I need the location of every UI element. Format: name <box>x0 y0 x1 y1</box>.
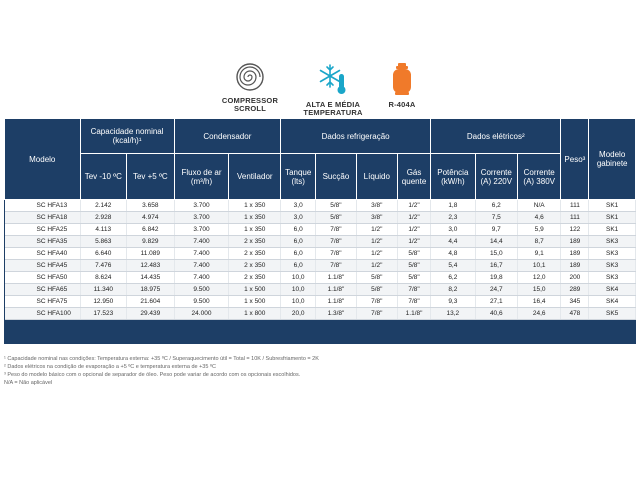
table-cell: 20,0 <box>281 308 316 320</box>
table-row <box>5 296 636 308</box>
table-cell: 9.829 <box>127 236 175 248</box>
table-cell: 1 x 500 <box>229 296 281 308</box>
header-fluxo: Fluxo de ar (m³/h) <box>174 154 229 200</box>
table-cell: 111 <box>561 200 589 212</box>
header-succao: Sucção <box>316 154 356 200</box>
table-cell: 7/8" <box>316 260 356 272</box>
table-cell: 1/2" <box>397 200 430 212</box>
table-cell: 2,3 <box>431 212 475 224</box>
table-row <box>5 224 636 236</box>
table-cell: 7/8" <box>397 284 430 296</box>
table-cell: 6,0 <box>281 224 316 236</box>
table-cell: 1.1/8" <box>316 284 356 296</box>
table-cell: 10,1 <box>517 260 560 272</box>
table-cell: 1 x 350 <box>229 224 281 236</box>
table-cell: 16,7 <box>475 260 517 272</box>
table-cell: 2 x 350 <box>229 272 281 284</box>
header-condensador: Condensador <box>174 119 281 154</box>
footnote: ³ Peso do modelo básico com o opcional de separador de óleo. Peso pode variar de acordo com os opcionais escolhidos. <box>4 372 301 378</box>
table-cell: 4,4 <box>431 236 475 248</box>
header-tanque: Tanque (lts) <box>281 154 316 200</box>
table-cell: 345 <box>561 296 589 308</box>
table-cell: 5/8" <box>316 212 356 224</box>
table-cell: SK1 <box>589 200 636 212</box>
table-cell: 1/2" <box>397 224 430 236</box>
table-cell: 5/8" <box>397 272 430 284</box>
header-tev-pos: Tev +5 ºC <box>127 154 175 200</box>
table-cell: 8,2 <box>431 284 475 296</box>
table-cell: 9,3 <box>431 296 475 308</box>
table-cell: 7.400 <box>174 272 229 284</box>
header-refrigeracao: Dados refrigeração <box>281 119 431 154</box>
footnotes <box>4 355 624 387</box>
table-cell: 6,2 <box>475 200 517 212</box>
header-corrente380: Corrente (A) 380V <box>517 154 560 200</box>
table-cell: 27,1 <box>475 296 517 308</box>
table-cell: 3,0 <box>281 212 316 224</box>
table-cell: 5,4 <box>431 260 475 272</box>
table-cell: 6,2 <box>431 272 475 284</box>
table-cell: SC HFA45 <box>5 260 81 272</box>
table-cell: 21.604 <box>127 296 175 308</box>
table-cell: 9,7 <box>475 224 517 236</box>
table-row <box>5 212 636 224</box>
table-cell: 5/8" <box>316 200 356 212</box>
table-cell: 40,6 <box>475 308 517 320</box>
table-cell: 7.400 <box>174 260 229 272</box>
header-capacidade: Capacidade nominal (kcal/h)¹ <box>80 119 174 154</box>
table-cell: 29.439 <box>127 308 175 320</box>
header-potencia: Potência (kW/h) <box>431 154 475 200</box>
table-cell: 3,0 <box>431 224 475 236</box>
table-cell: 2 x 350 <box>229 260 281 272</box>
table-cell: 1 x 350 <box>229 212 281 224</box>
header-liquido: Líquido <box>356 154 397 200</box>
feature-gas <box>372 62 432 109</box>
table-cell: 111 <box>561 212 589 224</box>
table-cell: 14,4 <box>475 236 517 248</box>
table-cell: 12.950 <box>80 296 127 308</box>
gas-cylinder-icon <box>390 62 414 96</box>
table-cell: 3.658 <box>127 200 175 212</box>
table-cell: 15,0 <box>475 248 517 260</box>
table-cell: 7/8" <box>316 248 356 260</box>
table-cell: 13,2 <box>431 308 475 320</box>
header-tev-neg: Tev -10 ºC <box>80 154 127 200</box>
table-cell: 2 x 350 <box>229 236 281 248</box>
table-cell: 3.700 <box>174 200 229 212</box>
table-cell: 8.624 <box>80 272 127 284</box>
table-cell: 5/8" <box>397 248 430 260</box>
table-row <box>5 236 636 248</box>
table-cell: SC HFA75 <box>5 296 81 308</box>
spec-table-container <box>4 118 636 344</box>
header-peso: Peso³ <box>561 119 589 200</box>
table-cell: 6.842 <box>127 224 175 236</box>
table-cell: 5,9 <box>517 224 560 236</box>
header-corrente220: Corrente (A) 220V <box>475 154 517 200</box>
table-cell: 4,8 <box>431 248 475 260</box>
table-row <box>5 248 636 260</box>
table-cell: 1/2" <box>356 260 397 272</box>
feature-compressor-label: COMPRESSOR SCROLL <box>221 96 279 113</box>
table-cell: N/A <box>517 200 560 212</box>
header-gas: Gás quente <box>397 154 430 200</box>
table-cell: 7.476 <box>80 260 127 272</box>
table-cell: SC HFA40 <box>5 248 81 260</box>
table-cell: 2.928 <box>80 212 127 224</box>
header-modelo: Modelo <box>5 119 81 200</box>
table-cell: 2 x 350 <box>229 248 281 260</box>
table-cell: 3.700 <box>174 224 229 236</box>
table-cell: 6,0 <box>281 260 316 272</box>
table-cell: 4.974 <box>127 212 175 224</box>
table-row <box>5 284 636 296</box>
table-cell: 1 x 500 <box>229 284 281 296</box>
table-cell: 189 <box>561 260 589 272</box>
table-cell: 289 <box>561 284 589 296</box>
table-cell: 3,0 <box>281 200 316 212</box>
table-cell: 14.435 <box>127 272 175 284</box>
table-cell: 189 <box>561 248 589 260</box>
snowflake-thermometer-icon <box>316 62 350 96</box>
features-strip <box>0 62 640 118</box>
table-cell: SK3 <box>589 236 636 248</box>
table-cell: SK3 <box>589 260 636 272</box>
compressor-scroll-icon <box>233 62 267 92</box>
table-cell: 7.400 <box>174 236 229 248</box>
table-cell: 9.500 <box>174 284 229 296</box>
table-cell: SK5 <box>589 308 636 320</box>
table-cell: 24.000 <box>174 308 229 320</box>
table-cell: 7/8" <box>356 296 397 308</box>
table-cell: 24,7 <box>475 284 517 296</box>
header-eletricos: Dados elétricos² <box>431 119 561 154</box>
table-cell: SC HFA100 <box>5 308 81 320</box>
table-cell: SK1 <box>589 212 636 224</box>
table-cell: 200 <box>561 272 589 284</box>
table-cell: SC HFA18 <box>5 212 81 224</box>
table-cell: 7.400 <box>174 248 229 260</box>
table-cell: 10,0 <box>281 272 316 284</box>
table-cell: 9.500 <box>174 296 229 308</box>
table-cell: 1.1/8" <box>316 296 356 308</box>
table-cell: SK3 <box>589 272 636 284</box>
table-cell: SK3 <box>589 248 636 260</box>
header-ventilador: Ventilador <box>229 154 281 200</box>
table-cell: 478 <box>561 308 589 320</box>
feature-temperature-label: ALTA E MÉDIA TEMPERATURA <box>303 100 363 117</box>
table-cell: 1/2" <box>356 248 397 260</box>
table-cell: 17.523 <box>80 308 127 320</box>
table-cell: 1.1/8" <box>397 308 430 320</box>
table-cell: 3/8" <box>356 200 397 212</box>
table-cell: 1/2" <box>356 236 397 248</box>
table-cell: 11.340 <box>80 284 127 296</box>
table-cell: 1.1/8" <box>316 272 356 284</box>
table-cell: 4.113 <box>80 224 127 236</box>
table-cell: 1.3/8" <box>316 308 356 320</box>
footnote: ¹ Capacidade nominal nas condições: Temperatura externa: +35 ºC / Superaquecimento útil = Total = 10K / Subresfriamento = 2K <box>4 356 319 362</box>
table-cell: 1 x 800 <box>229 308 281 320</box>
table-cell: 3/8" <box>356 212 397 224</box>
table-cell: 1 x 350 <box>229 200 281 212</box>
table-row <box>5 200 636 212</box>
table-cell: 19,8 <box>475 272 517 284</box>
table-cell: SK1 <box>589 224 636 236</box>
table-cell: 7,5 <box>475 212 517 224</box>
feature-compressor <box>213 62 287 113</box>
table-cell: 7/8" <box>316 236 356 248</box>
table-cell: 18.975 <box>127 284 175 296</box>
table-cell: 8,7 <box>517 236 560 248</box>
table-cell: 1,8 <box>431 200 475 212</box>
table-cell: 15,0 <box>517 284 560 296</box>
table-row <box>5 260 636 272</box>
footnote: N/A = Não aplicável <box>4 380 53 386</box>
spec-table <box>4 118 636 320</box>
table-cell: 5/8" <box>397 260 430 272</box>
table-cell: SK4 <box>589 284 636 296</box>
table-cell: 7/8" <box>316 224 356 236</box>
table-cell: 3.700 <box>174 212 229 224</box>
footnote: ² Dados elétricos na condição de evaporação a +5 ºC e temperatura externa de +35 ºC <box>4 364 216 370</box>
header-gabinete: Modelo gabinete <box>589 119 636 200</box>
table-cell: 5.863 <box>80 236 127 248</box>
table-cell: 7/8" <box>397 296 430 308</box>
table-cell: 16,4 <box>517 296 560 308</box>
table-cell: 5/8" <box>356 272 397 284</box>
table-cell: 4,6 <box>517 212 560 224</box>
table-cell: 24,6 <box>517 308 560 320</box>
table-row <box>5 272 636 284</box>
table-cell: 12,0 <box>517 272 560 284</box>
table-cell: SK4 <box>589 296 636 308</box>
table-cell: SC HFA35 <box>5 236 81 248</box>
table-cell: 7/8" <box>356 308 397 320</box>
table-cell: 6.640 <box>80 248 127 260</box>
table-cell: 5/8" <box>356 284 397 296</box>
table-cell: SC HFA50 <box>5 272 81 284</box>
table-cell: SC HFA65 <box>5 284 81 296</box>
table-cell: 1/2" <box>356 224 397 236</box>
table-cell: 10,0 <box>281 284 316 296</box>
table-cell: 12.483 <box>127 260 175 272</box>
table-cell: 122 <box>561 224 589 236</box>
table-cell: 1/2" <box>397 212 430 224</box>
table-cell: SC HFA13 <box>5 200 81 212</box>
table-cell: 2.142 <box>80 200 127 212</box>
table-cell: 6,0 <box>281 248 316 260</box>
table-cell: 10,0 <box>281 296 316 308</box>
table-cell: 11.089 <box>127 248 175 260</box>
table-row <box>5 308 636 320</box>
table-cell: 6,0 <box>281 236 316 248</box>
feature-gas-label: R-404A <box>388 100 416 109</box>
table-cell: 1/2" <box>397 236 430 248</box>
table-cell: 189 <box>561 236 589 248</box>
table-cell: 9,1 <box>517 248 560 260</box>
table-cell: SC HFA25 <box>5 224 81 236</box>
feature-temperature <box>298 62 368 117</box>
spec-table-body <box>5 200 636 320</box>
